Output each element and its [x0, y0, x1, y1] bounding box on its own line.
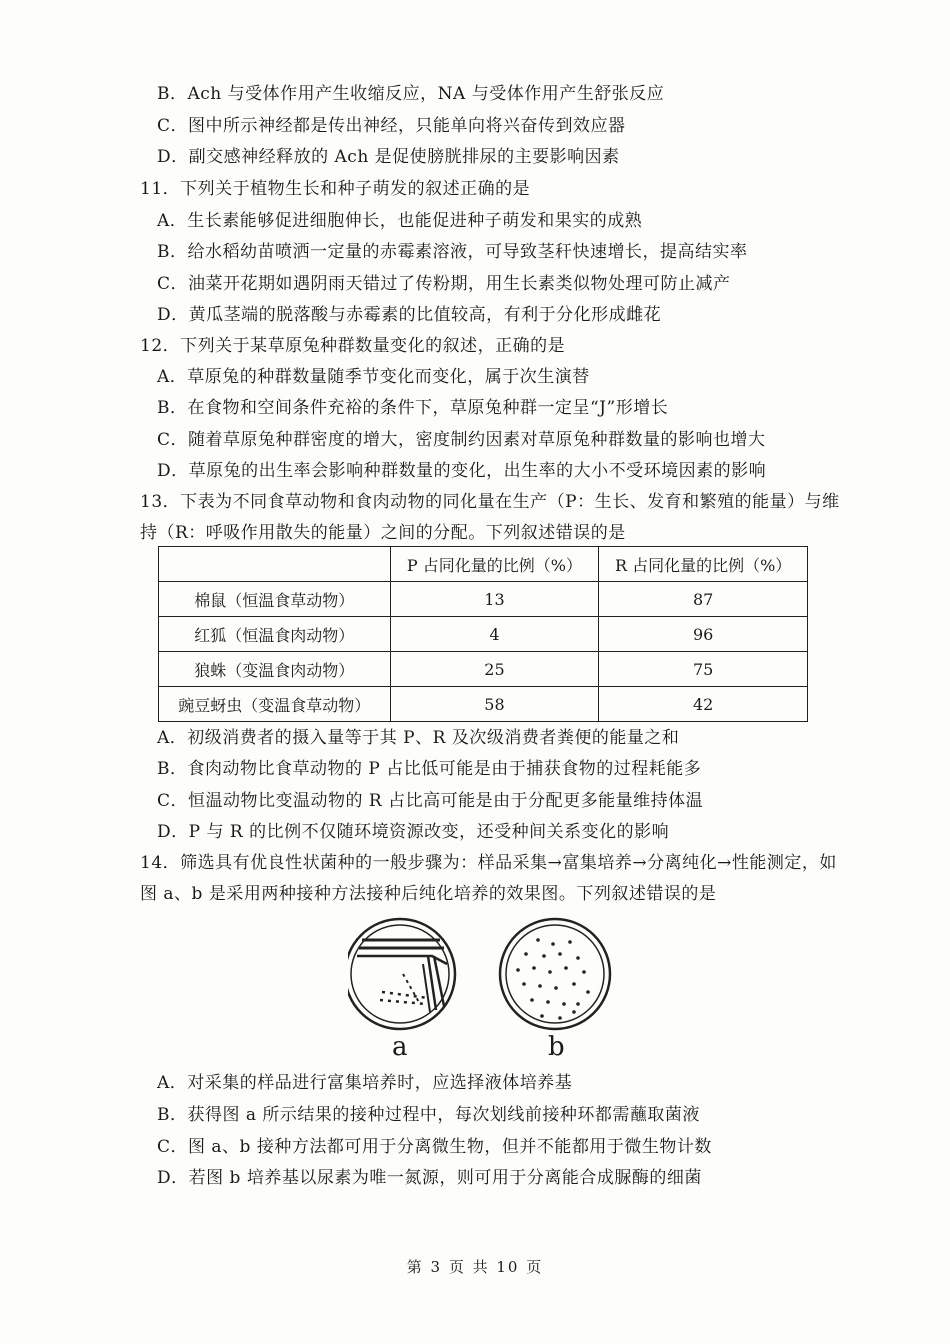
- table-cell: 25: [390, 652, 599, 687]
- table-header-cell: P 占同化量的比例（%）: [390, 547, 599, 582]
- table-row: [159, 617, 808, 652]
- q14-option-d: D．若图 b 培养基以尿素为唯一氮源，则可用于分离能合成脲酶的细菌: [157, 1168, 702, 1188]
- q14-stem-line2: 图 a、b 是采用两种接种方法接种后纯化培养的效果图。下列叙述错误的是: [140, 884, 717, 904]
- q14-option-a: A．对采集的样品进行富集培养时，应选择液体培养基: [157, 1073, 573, 1093]
- table-cell: 75: [599, 652, 808, 687]
- table-header-cell: [159, 547, 391, 582]
- table-row: [159, 687, 808, 722]
- page-footer: 第 3 页 共 10 页: [406, 1258, 544, 1276]
- q12-option-d: D．草原兔的出生率会影响种群数量的变化，出生率的大小不受环境因素的影响: [157, 461, 767, 481]
- table-cell: 4: [390, 617, 599, 652]
- q11-option-a: A．生长素能够促进细胞伸长，也能促进种子萌发和果实的成熟: [157, 211, 643, 231]
- energy-allocation-table: [158, 546, 808, 722]
- table-row: [159, 582, 808, 617]
- q13-option-a: A．初级消费者的摄入量等于其 P、R 及次级消费者粪便的能量之和: [157, 728, 680, 748]
- q10-option-d: D．副交感神经释放的 Ach 是促使膀胱排尿的主要影响因素: [157, 147, 620, 167]
- q11-option-d: D．黄瓜茎端的脱落酸与赤霉素的比值较高，有利于分化形成雌花: [157, 305, 662, 325]
- q13-stem-line1: 13．下表为不同食草动物和食肉动物的同化量在生产（P：生长、发育和繁殖的能量）与维: [140, 492, 840, 512]
- q14-option-c: C．图 a、b 接种方法都可用于分离微生物，但并不能都用于微生物计数: [157, 1137, 712, 1157]
- q13-stem-line2: 持（R：呼吸作用散失的能量）之间的分配。下列叙述错误的是: [140, 523, 626, 543]
- table-header-cell: R 占同化量的比例（%）: [599, 547, 808, 582]
- figure-label-a: a: [392, 1032, 408, 1062]
- table-cell: 96: [599, 617, 808, 652]
- q11-stem: 11．下列关于植物生长和种子萌发的叙述正确的是: [140, 179, 531, 199]
- q12-option-b: B．在食物和空间条件充裕的条件下，草原兔种群一定呈“J”形增长: [157, 398, 669, 418]
- dish-b-spread-plate: [500, 919, 610, 1029]
- table-cell: 58: [390, 687, 599, 722]
- table-cell: 42: [599, 687, 808, 722]
- table-cell: 豌豆蚜虫（变温食草动物）: [159, 687, 391, 722]
- q11-option-c: C．油菜开花期如遇阴雨天错过了传粉期，用生长素类似物处理可防止减产: [157, 274, 731, 294]
- table-header-row: [159, 547, 808, 582]
- q12-option-a: A．草原兔的种群数量随季节变化而变化，属于次生演替: [157, 367, 590, 387]
- q13-option-c: C．恒温动物比变温动物的 R 占比高可能是由于分配更多能量维持体温: [157, 791, 704, 811]
- q13-option-b: B．食肉动物比食草动物的 P 占比低可能是由于捕获食物的过程耗能多: [157, 759, 702, 779]
- table-cell: 13: [390, 582, 599, 617]
- q14-option-b: B．获得图 a 所示结果的接种过程中，每次划线前接种环都需蘸取菌液: [157, 1105, 700, 1125]
- table-row: [159, 652, 808, 687]
- table-cell: 87: [599, 582, 808, 617]
- petri-dish-figure: [348, 912, 618, 1062]
- q13-option-d: D．P 与 R 的比例不仅随环境资源改变，还受种间关系变化的影响: [157, 822, 670, 842]
- table-cell: 红狐（恒温食肉动物）: [159, 617, 391, 652]
- q14-stem-line1: 14．筛选具有优良性状菌种的一般步骤为：样品采集→富集培养→分离纯化→性能测定，如: [140, 853, 837, 873]
- q10-option-b: B．Ach 与受体作用产生收缩反应，NA 与受体作用产生舒张反应: [157, 84, 665, 104]
- table-cell: 棉鼠（恒温食草动物）: [159, 582, 391, 617]
- table-cell: 狼蛛（变温食肉动物）: [159, 652, 391, 687]
- figure-label-b: b: [548, 1032, 565, 1062]
- q10-option-c: C．图中所示神经都是传出神经，只能单向将兴奋传到效应器: [157, 116, 626, 136]
- dish-a-streak-plate: [348, 919, 455, 1029]
- q12-option-c: C．随着草原兔种群密度的增大，密度制约因素对草原兔种群数量的影响也增大: [157, 430, 766, 450]
- petri-dishes-illustration: [348, 912, 618, 1037]
- q11-option-b: B．给水稻幼苗喷洒一定量的赤霉素溶液，可导致茎秆快速增长，提高结实率: [157, 242, 748, 262]
- q12-stem: 12．下列关于某草原兔种群数量变化的叙述，正确的是: [140, 336, 566, 356]
